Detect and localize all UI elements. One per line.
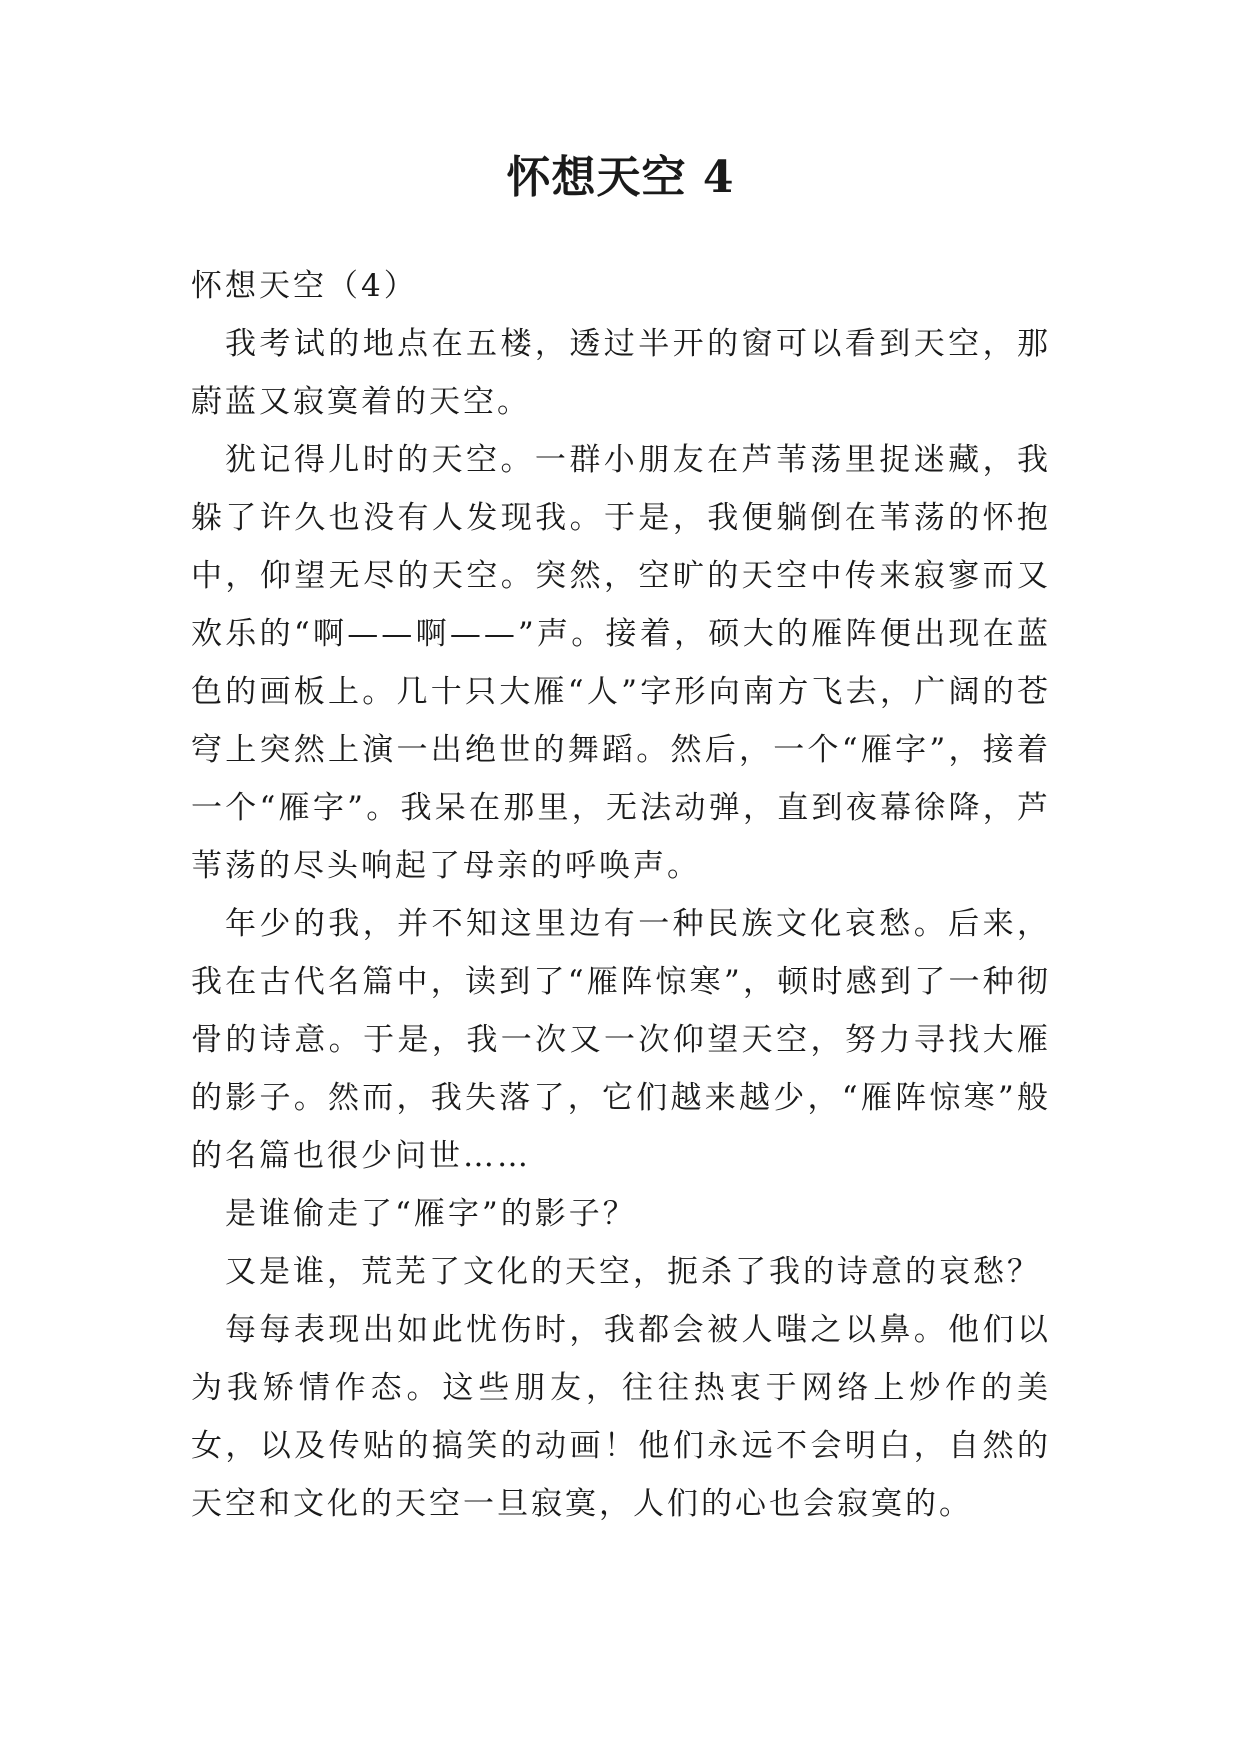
paragraph: 犹记得儿时的天空。一群小朋友在芦苇荡里捉迷藏，我躲了许久也没有人发现我。于是，我便躺倒在苇荡的怀抱中，仰望无尽的天空。突然，空旷的天空中传来寂寥而又欢乐的“啊——啊——”声。接着，硕大的雁阵便出现在蓝色的画板上。几十只大雁“人”字形向南方飞去，广阔的苍穹上突然上演一出绝世的舞蹈。然后，一个“雁字”，接着一个“雁字”。我呆在那里，无法动弹，直到夜幕徐降，芦苇荡的尽头响起了母亲的呼唤声。 [191, 442, 1051, 884]
paragraph: 我考试的地点在五楼，透过半开的窗可以看到天空，那蔚蓝又寂寞着的天空。 [191, 326, 1051, 420]
paragraph: 是谁偷走了“雁字”的影子？ [225, 1196, 637, 1232]
paragraph: 又是谁，荒芜了文化的天空，扼杀了我的诗意的哀愁？ [225, 1254, 1041, 1290]
document-title: 怀想天空 4 [506, 152, 735, 203]
paragraph: 年少的我，并不知这里边有一种民族文化哀愁。后来，我在古代名篇中，读到了“雁阵惊寒”，顿时感到了一种彻骨的诗意。于是，我一次又一次仰望天空，努力寻找大雁的影子。然而，我失落了，它们越来越少，“雁阵惊寒”般的名篇也很少问世…… [191, 906, 1051, 1174]
section-heading: 怀想天空（4） [191, 268, 418, 304]
paragraph: 每每表现出如此忧伤时，我都会被人嗤之以鼻。他们以为我矫情作态。这些朋友，往往热衷于网络上炒作的美女，以及传贴的搞笑的动画！他们永远不会明白，自然的天空和文化的天空一旦寂寞，人们的心也会寂寞的。 [191, 1312, 1051, 1522]
document-body [191, 257, 1051, 1533]
